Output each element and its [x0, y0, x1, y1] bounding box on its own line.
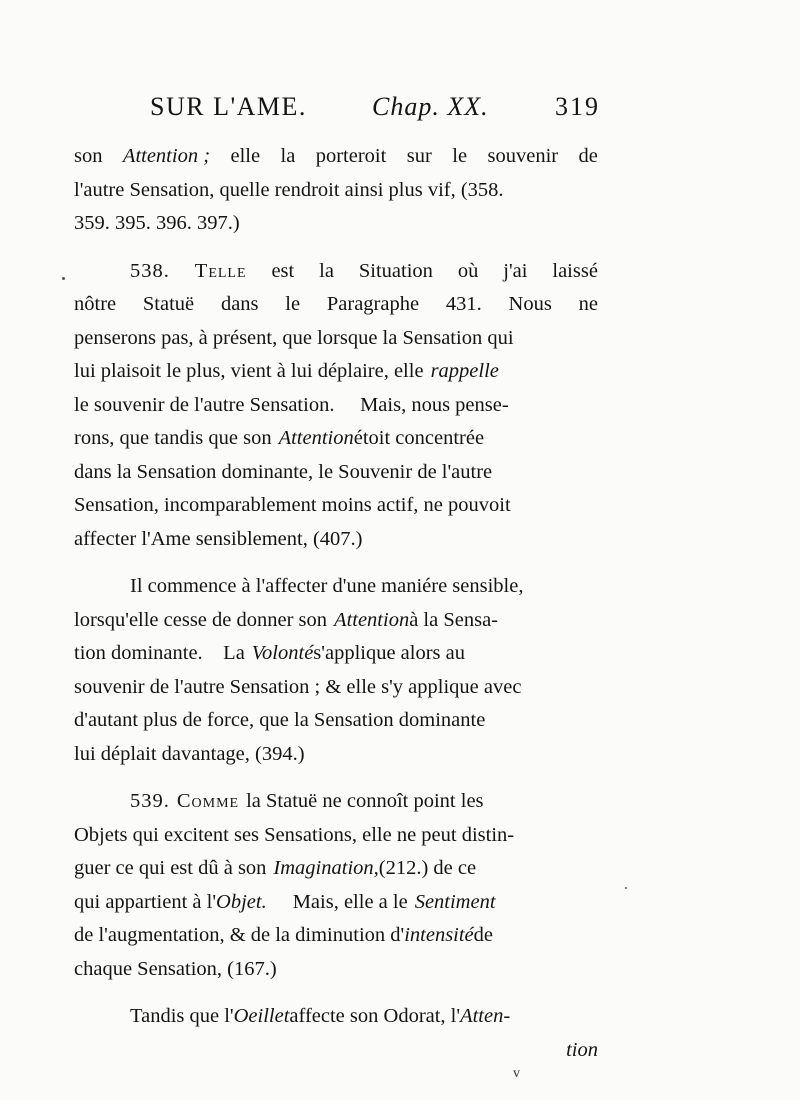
text-line	[74, 819, 598, 853]
italic-word: Imagination,	[273, 857, 379, 879]
line-text: penserons pas, à présent, que lorsque la Sensation qui	[74, 326, 514, 349]
text-line	[74, 322, 598, 356]
line-text: d'autant plus de force, que la Sensation dominante	[74, 709, 486, 731]
word: ne	[578, 293, 598, 315]
line-text: Objets qui excitent ses Sensations, elle ne peut distin-	[74, 823, 515, 846]
word: le	[452, 145, 468, 167]
word: Situation	[358, 259, 433, 282]
text-line	[74, 288, 598, 322]
text-line	[74, 523, 598, 557]
line-text: tion dominante. La	[74, 642, 245, 664]
line-text: Tandis que l'	[130, 1005, 234, 1027]
text-line	[74, 886, 598, 920]
text-line	[74, 953, 598, 987]
word: dans	[220, 293, 259, 315]
signature-mark: v	[513, 1066, 520, 1081]
line-text: qui appartient à l'	[74, 890, 217, 913]
italic-word: Sentiment	[414, 890, 496, 913]
word: sur	[406, 145, 432, 167]
line-text: dans la Sensation dominante, le Souvenir de l'autre	[74, 460, 493, 483]
paragraph-number: 539.	[130, 790, 170, 812]
line-text: Il commence à l'affecter d'une maniére sensible,	[130, 575, 524, 597]
ink-speck	[625, 887, 627, 889]
italic-word: Oeillet	[233, 1005, 290, 1027]
italic-word: Attention	[278, 427, 354, 449]
text-line	[74, 389, 598, 423]
ink-speck	[62, 277, 65, 280]
word: le	[285, 293, 301, 315]
italic-word: Volonté	[251, 642, 314, 664]
italic-word: intensité	[404, 924, 474, 946]
text-line	[74, 671, 598, 705]
word: où	[457, 259, 479, 282]
line-text: 359. 395. 396. 397.)	[74, 212, 240, 234]
word: Nous	[508, 293, 552, 315]
chapter-label: Chap. XX.	[372, 92, 489, 121]
line-text: la Statuë ne connoît point les	[246, 790, 484, 812]
text-line	[74, 422, 598, 456]
word: j'ai	[503, 259, 528, 282]
line-text: Mais, elle a le	[292, 890, 408, 913]
word: son	[74, 145, 103, 167]
line-text: chaque Sensation, (167.)	[74, 957, 277, 980]
line-text: l'autre Sensation, quelle rendroit ainsi plus vif, (358.	[74, 178, 504, 201]
line-text: le souvenir de l'autre Sensation. Mais, nous pense-	[74, 393, 509, 416]
line-text: (212.) de ce	[378, 857, 477, 879]
page-header	[150, 92, 600, 126]
line-text: affecte son Odorat, l'	[289, 1005, 461, 1027]
word: 431.	[445, 293, 482, 315]
line-text: guer ce qui est dû à son	[74, 857, 267, 879]
lead-word: Comme	[176, 790, 240, 812]
line-text: à la Sensa-	[409, 608, 498, 631]
text-line	[74, 489, 598, 523]
text-line	[74, 604, 598, 638]
word: nôtre	[74, 293, 117, 315]
word: la	[280, 145, 296, 167]
line-text: lorsqu'elle cesse de donner son	[74, 608, 328, 631]
line-text: lui plaisoit le plus, vient à lui déplaire, elle	[74, 360, 424, 382]
word: la	[319, 259, 334, 282]
line-text: de l'augmentation, & de la diminution d'	[74, 924, 405, 946]
italic-word: rappelle	[430, 360, 499, 382]
word: est	[271, 259, 295, 282]
line-text: lui déplait davantage, (394.)	[74, 742, 305, 765]
paragraph-539-first-line	[74, 785, 598, 819]
italic-word: Attention	[334, 608, 410, 631]
italic-word: Attention ;	[122, 145, 211, 167]
text-line	[74, 637, 598, 671]
catchword: tion	[566, 1038, 598, 1061]
text-line	[74, 174, 598, 208]
word: laissé	[552, 259, 598, 282]
text-line	[74, 140, 598, 174]
text-line	[74, 919, 598, 953]
body-text	[74, 140, 598, 1067]
text-line	[74, 1000, 598, 1034]
word: de	[578, 145, 598, 167]
text-line	[74, 355, 598, 389]
line-text: de	[473, 924, 494, 946]
line-text: Sensation, incomparablement moins actif, ne pouvoit	[74, 494, 511, 516]
word: Statuë	[142, 293, 195, 315]
page-number: 319	[555, 92, 600, 121]
paragraph-number: 538.	[130, 259, 170, 282]
word: souvenir	[487, 145, 559, 167]
italic-word: Atten-	[460, 1005, 511, 1027]
word: porteroit	[315, 145, 387, 167]
line-text: rons, que tandis que son	[74, 427, 272, 449]
text-line	[74, 852, 598, 886]
text-line	[74, 570, 598, 604]
text-line	[74, 456, 598, 490]
line-text: étoit concentrée	[353, 427, 485, 449]
italic-word: Objet.	[216, 890, 267, 913]
text-line	[74, 738, 598, 772]
word: elle	[230, 145, 261, 167]
paragraph-538-first-line	[74, 255, 598, 289]
text-line	[74, 704, 598, 738]
running-title: SUR L'AME.	[150, 92, 307, 121]
line-text: affecter l'Ame sensiblement, (407.)	[74, 527, 363, 550]
text-line	[74, 207, 598, 241]
word: Paragraphe	[326, 293, 420, 315]
line-text: souvenir de l'autre Sensation ; & elle s'y applique avec	[74, 675, 522, 698]
lead-word: Telle	[194, 259, 247, 282]
line-text: s'applique alors au	[313, 642, 466, 664]
catchword-line	[74, 1034, 598, 1068]
